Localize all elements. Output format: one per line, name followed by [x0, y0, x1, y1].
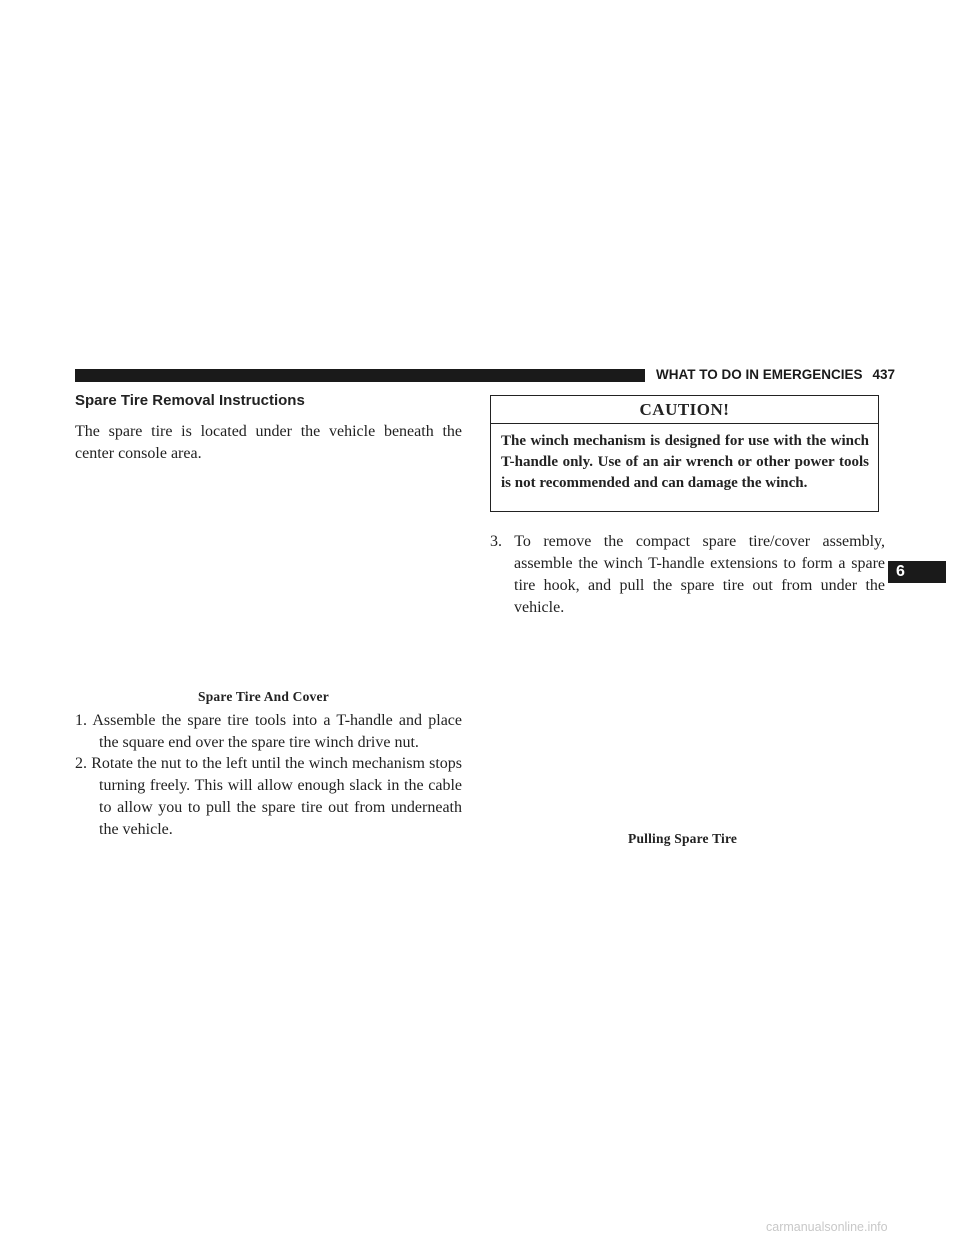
step-1: [75, 710, 462, 754]
watermark: carmanualsonline.info: [766, 1220, 888, 1234]
chapter-tab: 6: [888, 561, 946, 583]
caution-box: [490, 395, 879, 512]
chapter-title: WHAT TO DO IN EMERGENCIES: [656, 367, 863, 382]
step-3: [490, 531, 885, 619]
step-number: 3.: [490, 533, 502, 550]
step-text: To remove the compact spare tire/cover assembly, assemble the winch T-handle extensions to form a spare tire hook, and pull the spare tire out from under the vehicle.: [514, 533, 886, 616]
header-rule: [75, 369, 645, 382]
intro-paragraph: The spare tire is located under the vehicle beneath the center console area.: [75, 423, 462, 462]
page-number: 437: [872, 367, 896, 382]
figure-caption-pulling-spare-tire: Pulling Spare Tire: [628, 831, 738, 846]
caution-body: The winch mechanism is designed for use with the winch T-handle only. Use of an air wrench or other power tools is not recommended and can damage the winch.: [501, 433, 869, 491]
step-number: 1.: [75, 712, 87, 729]
step-text: Rotate the nut to the left until the winch mechanism stops turning freely. This will allow enough slack in the cable to allow you to pull the spare tire out from underneath the vehicle.: [91, 755, 462, 838]
running-header: [656, 367, 896, 382]
figure-caption-spare-tire-and-cover: Spare Tire And Cover: [198, 689, 329, 704]
step-2: [75, 753, 462, 841]
section-title: Spare Tire Removal Instructions: [75, 392, 305, 409]
caution-title: CAUTION!: [491, 396, 878, 424]
step-text: Assemble the spare tire tools into a T-handle and place the square end over the spare tire winch drive nut.: [92, 712, 462, 751]
step-number: 2.: [75, 755, 87, 772]
